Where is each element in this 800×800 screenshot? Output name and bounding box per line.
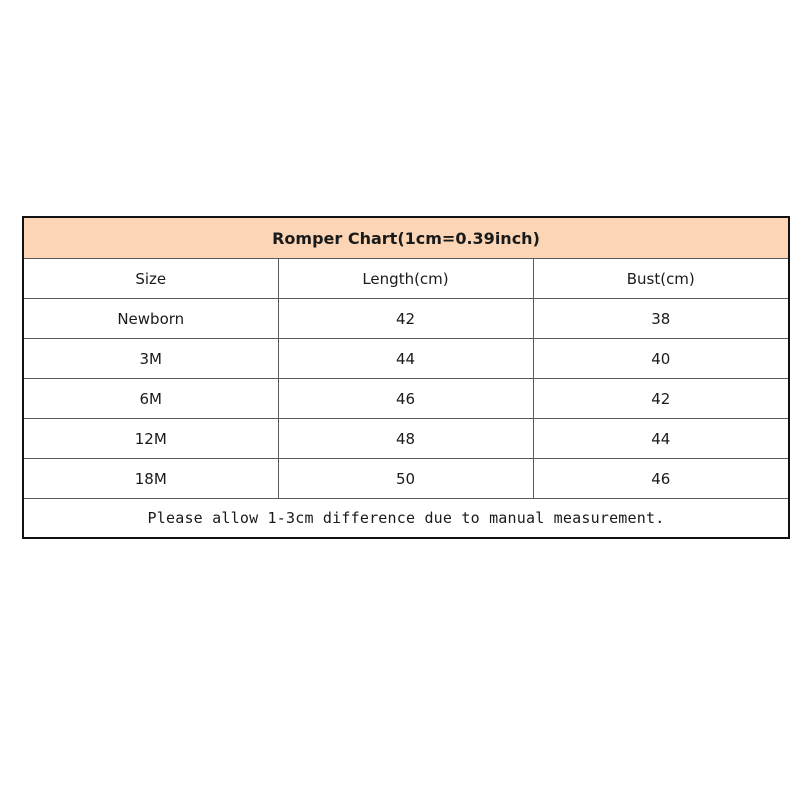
cell-size: Newborn	[23, 299, 278, 339]
romper-size-chart	[22, 216, 790, 539]
header-length: Length(cm)	[278, 259, 533, 299]
cell-size: 3M	[23, 339, 278, 379]
cell-size: 18M	[23, 459, 278, 499]
table-row	[23, 459, 789, 499]
cell-length: 42	[278, 299, 533, 339]
cell-length: 44	[278, 339, 533, 379]
table-row	[23, 379, 789, 419]
measurement-note: Please allow 1-3cm difference due to manual measurement.	[23, 499, 789, 539]
table-row	[23, 339, 789, 379]
table-row	[23, 299, 789, 339]
cell-size: 6M	[23, 379, 278, 419]
table-row	[23, 419, 789, 459]
cell-bust: 42	[533, 379, 789, 419]
cell-bust: 46	[533, 459, 789, 499]
header-size: Size	[23, 259, 278, 299]
header-row	[23, 259, 789, 299]
chart-title: Romper Chart(1cm=0.39inch)	[23, 217, 789, 259]
cell-length: 48	[278, 419, 533, 459]
note-row	[23, 499, 789, 539]
cell-size: 12M	[23, 419, 278, 459]
cell-bust: 40	[533, 339, 789, 379]
cell-bust: 44	[533, 419, 789, 459]
header-bust: Bust(cm)	[533, 259, 789, 299]
cell-bust: 38	[533, 299, 789, 339]
cell-length: 50	[278, 459, 533, 499]
title-row	[23, 217, 789, 259]
cell-length: 46	[278, 379, 533, 419]
